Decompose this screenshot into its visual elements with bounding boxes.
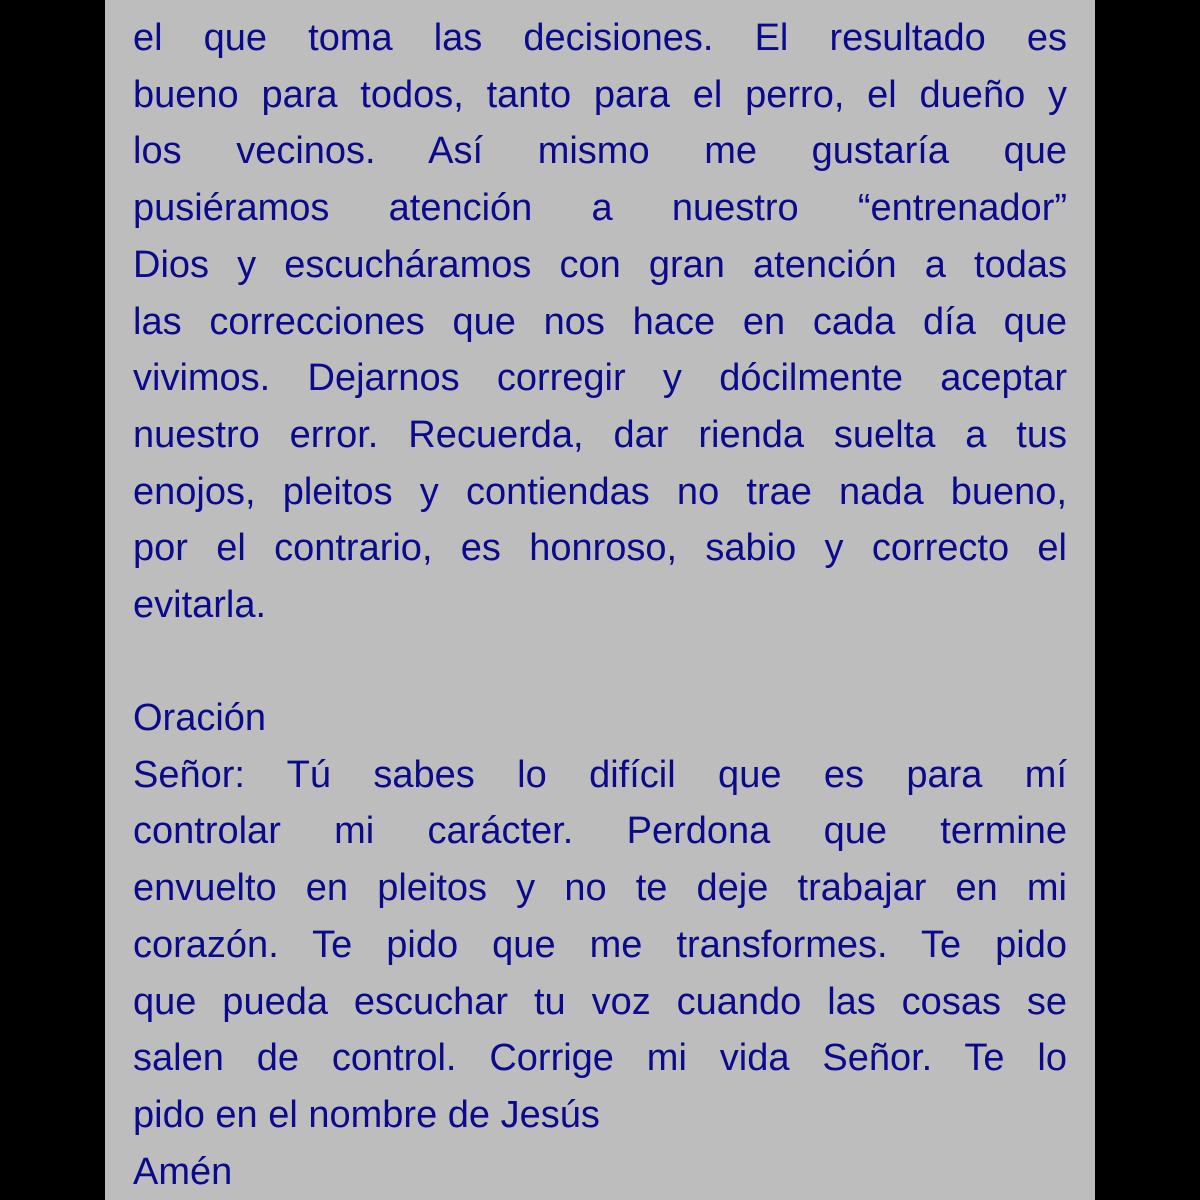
prayer-line: Señor: Tú sabes lo difícil que es para mí bbox=[133, 753, 1067, 796]
paragraph-line: bueno para todos, tanto para el perro, el dueño y bbox=[133, 73, 1067, 116]
paragraph-line: Dios y escucháramos con gran atención a todas bbox=[133, 243, 1067, 286]
paragraph-line: pusiéramos atención a nuestro “entrenador” bbox=[133, 187, 1067, 230]
reflection-paragraph bbox=[133, 10, 1067, 634]
prayer-line: envuelto en pleitos y no te deje trabajar en mi bbox=[133, 867, 1067, 910]
paragraph-line: las correcciones que nos hace en cada día que bbox=[133, 300, 1067, 343]
paragraph-line: nuestro error. Recuerda, dar rienda suelta a tus bbox=[133, 413, 1067, 456]
paragraph-line: el que toma las decisiones. El resultado es bbox=[133, 17, 1067, 59]
paragraph-line: los vecinos. Así mismo me gustaría que bbox=[133, 130, 1067, 173]
prayer-closing: Amén bbox=[133, 1150, 233, 1193]
prayer-line: salen de control. Corrige mi vida Señor. Te lo bbox=[133, 1037, 1067, 1080]
prayer-line: que pueda escuchar tu voz cuando las cosas se bbox=[133, 980, 1067, 1023]
prayer-title: Oración bbox=[133, 697, 267, 739]
document-panel bbox=[105, 0, 1095, 1200]
paragraph-line: evitarla. bbox=[133, 584, 267, 627]
paragraph-line: enojos, pleitos y contiendas no trae nada bueno, bbox=[133, 470, 1067, 513]
prayer-line: pido en el nombre de Jesús bbox=[133, 1093, 600, 1136]
paragraph-line: por el contrario, es honroso, sabio y correcto el bbox=[133, 527, 1067, 570]
prayer-line: controlar mi carácter. Perdona que termine bbox=[133, 810, 1067, 853]
paragraph-line: vivimos. Dejarnos corregir y dócilmente aceptar bbox=[133, 357, 1067, 400]
prayer-section bbox=[133, 690, 1067, 1200]
prayer-line: corazón. Te pido que me transformes. Te pido bbox=[133, 923, 1067, 966]
